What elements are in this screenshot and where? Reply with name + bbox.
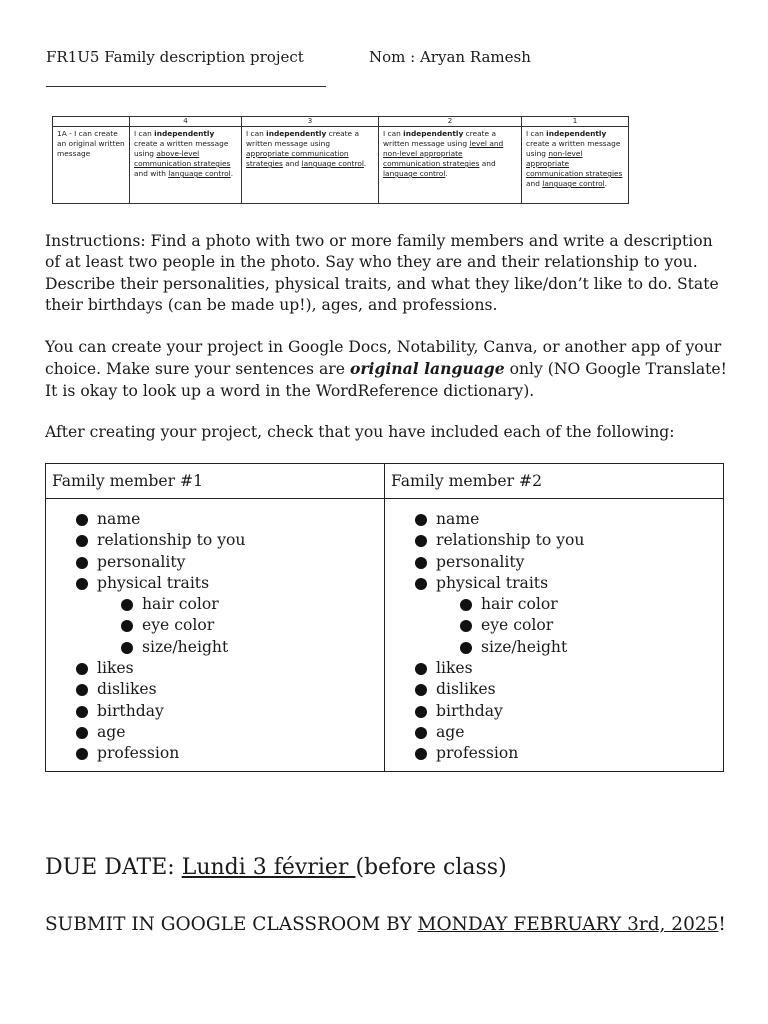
bullet-icon [76,684,88,696]
bullet-icon [121,599,133,611]
rubric-row [53,127,629,204]
list-item: name [76,509,384,530]
bullet-icon [415,684,427,696]
original-language-emphasis: original language [349,359,505,379]
bullet-icon [415,706,427,718]
sub-list-item: eye color [121,615,384,636]
rubric-header-blank [53,117,130,127]
list-item: physical traits [76,573,384,594]
rubric-cell-4: I can independently create a written message using above-level communication strategies and with language control. [130,127,242,204]
bullet-icon [460,599,472,611]
bullet-icon [76,748,88,760]
bullet-icon [76,535,88,547]
list-item: relationship to you [76,530,384,551]
list-item: dislikes [415,679,723,700]
list-item: dislikes [76,679,384,700]
sub-list-item: hair color [460,594,723,615]
list-item: name [415,509,723,530]
list-item: profession [76,743,384,764]
bullet-icon [415,748,427,760]
rubric-table [52,116,629,204]
sub-list-item: size/height [460,637,723,658]
bullet-icon [76,663,88,675]
bullet-icon [460,642,472,654]
bullet-icon [76,727,88,739]
app-paragraph: You can create your project in Google Docs, Notability, Canva, or another app of your choice. Make sure your sentences are original language only (NO Google Translate! It is okay to look up a word in the WordReference dictionary). [45,338,727,400]
submit-instruction: SUBMIT IN GOOGLE CLASSROOM BY MONDAY FEBRUARY 3rd, 2025! [45,914,726,935]
checklist-header-row [46,464,724,499]
bullet-icon [76,557,88,569]
bullet-icon [121,620,133,632]
family-member-2-list [415,509,723,765]
list-item: personality [76,552,384,573]
bullet-icon [415,535,427,547]
instructions-paragraph: Instructions: Find a photo with two or more family members and write a description of at least two people in the photo. Say who they are and their relationship to you. Describe their personalities, physical traits, and what they like/don’t like to do. State their birthdays (can be made up!), ages, and professions. [45,232,719,314]
submit-date: MONDAY FEBRUARY 3rd, 2025 [417,914,719,935]
due-date-value: Lundi 3 février [181,855,356,880]
rubric-score-1: 1 [522,117,629,127]
list-item: age [415,722,723,743]
rubric-score-3: 3 [242,117,379,127]
bullet-icon [121,642,133,654]
rubric-header-row [53,117,629,127]
list-item: birthday [76,701,384,722]
sub-list-item: eye color [460,615,723,636]
rubric-score-2: 2 [379,117,522,127]
bullet-icon [460,620,472,632]
bullet-icon [76,706,88,718]
list-item: birthday [415,701,723,722]
bullet-icon [76,578,88,590]
student-name: Nom : Aryan Ramesh [369,48,531,66]
family-member-2-list-cell [385,499,724,772]
list-item: likes [415,658,723,679]
bullet-icon [415,663,427,675]
sub-list-item: size/height [121,637,384,658]
checklist-table [45,463,724,772]
rubric-cell-1: I can independently create a written message using non-level appropriate communication strategies and language control. [522,127,629,204]
list-item: age [76,722,384,743]
list-item: personality [415,552,723,573]
list-item: physical traits [415,573,723,594]
bullet-icon [415,514,427,526]
checklist-intro: After creating your project, check that you have included each of the following: [45,423,675,441]
list-item: relationship to you [415,530,723,551]
bullet-icon [415,557,427,569]
due-date: DUE DATE: Lundi 3 février (before class) [45,855,507,880]
bullet-icon [415,727,427,739]
rubric-criterion: 1A - I can create an original written message [53,127,130,204]
sub-list-item: hair color [121,594,384,615]
family-member-2-header: Family member #2 [385,464,724,499]
family-member-1-list [76,509,384,765]
list-item: profession [415,743,723,764]
bullet-icon [415,578,427,590]
rubric-cell-2: I can independently create a written message using level and non-level appropriate communication strategies and language control. [379,127,522,204]
family-member-1-header: Family member #1 [46,464,385,499]
rubric-cell-3: I can independently create a written message using appropriate communication strategies and language control. [242,127,379,204]
header-rule [46,86,326,87]
family-member-1-list-cell [46,499,385,772]
bullet-icon [76,514,88,526]
list-item: likes [76,658,384,679]
project-title: FR1U5 Family description project [46,48,304,66]
checklist-body-row [46,499,724,772]
rubric-score-4: 4 [130,117,242,127]
